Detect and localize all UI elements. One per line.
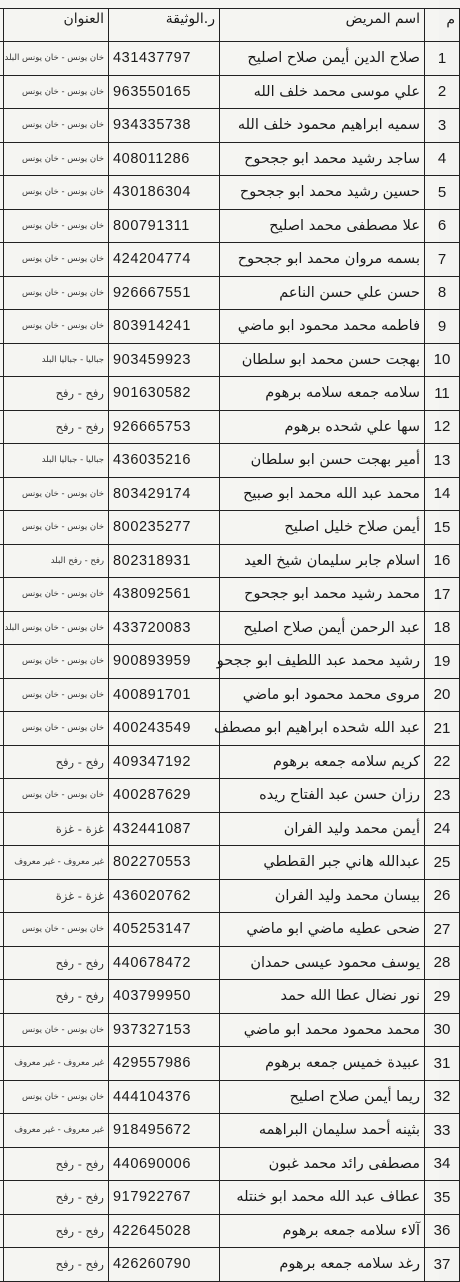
document-number: 903459923	[109, 343, 220, 377]
address: رفح - رفح	[4, 946, 109, 980]
patient-name: نور نضال عطا الله حمد	[220, 980, 425, 1014]
document-number: 963550165	[109, 75, 220, 109]
document-number: 409347192	[109, 745, 220, 779]
patient-name: مصطفى رائد محمد غبون	[220, 1147, 425, 1181]
patient-name: صلاح الدين أيمن صلاح اصليح	[220, 42, 425, 76]
table-row	[0, 578, 460, 612]
address: جباليا - جباليا البلد	[4, 343, 109, 377]
patient-name: سلامه جمعه سلامه برهوم	[220, 377, 425, 411]
address: خان يونس - خان يونس	[4, 243, 109, 277]
row-number: 3	[425, 109, 460, 143]
patient-name: علي موسى محمد خلف الله	[220, 75, 425, 109]
cut-off-edge-cell	[0, 913, 4, 947]
cut-off-edge-cell	[0, 980, 4, 1014]
cut-off-edge-cell	[0, 276, 4, 310]
cut-off-edge-cell	[0, 611, 4, 645]
row-number: 26	[425, 879, 460, 913]
document-number: 433720083	[109, 611, 220, 645]
patient-name: محمد عبد الله محمد ابو صبيح	[220, 477, 425, 511]
address: رفح - رفح	[4, 377, 109, 411]
table-row	[0, 678, 460, 712]
document-number: 937327153	[109, 1013, 220, 1047]
cut-off-edge-cell	[0, 779, 4, 813]
row-number: 28	[425, 946, 460, 980]
document-number: 422645028	[109, 1214, 220, 1248]
document-number: 440690006	[109, 1147, 220, 1181]
cut-off-edge-cell	[0, 1013, 4, 1047]
cut-off-edge-cell	[0, 1181, 4, 1215]
header-addr: العنوان	[4, 9, 109, 42]
table-row	[0, 511, 460, 545]
header-name: اسم المريض	[220, 9, 425, 42]
patient-name: ساجد رشيد محمد ابو ججحوح	[220, 142, 425, 176]
patient-name: رزان حسن عبد الفتاح ريده	[220, 779, 425, 813]
document-number: 403799950	[109, 980, 220, 1014]
document-number: 926667551	[109, 276, 220, 310]
row-number: 21	[425, 712, 460, 746]
cut-off-edge-cell	[0, 42, 4, 76]
address: خان يونس - خان يونس	[4, 913, 109, 947]
cut-off-edge-cell	[0, 477, 4, 511]
row-number: 8	[425, 276, 460, 310]
row-number: 20	[425, 678, 460, 712]
address: رفح - رفح	[4, 745, 109, 779]
document-number: 800235277	[109, 511, 220, 545]
row-number: 25	[425, 846, 460, 880]
table-row	[0, 176, 460, 210]
table-row	[0, 377, 460, 411]
cut-off-edge-cell	[0, 812, 4, 846]
patient-name: فاطمه محمد محمود ابو ماضي	[220, 310, 425, 344]
cut-off-edge-cell	[0, 209, 4, 243]
patient-name: رشيد محمد عبد اللطيف ابو ججحو	[220, 645, 425, 679]
cut-off-edge-cell	[0, 946, 4, 980]
table-row	[0, 410, 460, 444]
address: رفح - رفح	[4, 980, 109, 1014]
document-number: 917922767	[109, 1181, 220, 1215]
address: خان يونس - خان يونس البلد	[4, 611, 109, 645]
table-row	[0, 444, 460, 478]
address: غزة - غزة	[4, 812, 109, 846]
document-number: 400243549	[109, 712, 220, 746]
address: رفح - رفح	[4, 1147, 109, 1181]
address: خان يونس - خان يونس	[4, 511, 109, 545]
patient-name: حسين رشيد محمد ابو ججحوح	[220, 176, 425, 210]
table-row	[0, 109, 460, 143]
row-number: 24	[425, 812, 460, 846]
table-row	[0, 946, 460, 980]
table-row	[0, 645, 460, 679]
patient-name: اسلام جابر سليمان شيخ العيد	[220, 544, 425, 578]
patient-name: سميه ابراهيم محمود خلف الله	[220, 109, 425, 143]
cut-off-edge-cell	[0, 176, 4, 210]
row-number: 34	[425, 1147, 460, 1181]
cut-off-edge-cell	[0, 109, 4, 143]
document-number: 438092561	[109, 578, 220, 612]
document-number: 802318931	[109, 544, 220, 578]
cut-off-edge-cell	[0, 1114, 4, 1148]
cut-off-edge-cell	[0, 745, 4, 779]
address: خان يونس - خان يونس	[4, 109, 109, 143]
document-number: 918495672	[109, 1114, 220, 1148]
table-row	[0, 712, 460, 746]
table-row	[0, 913, 460, 947]
table-row	[0, 846, 460, 880]
document-number: 429557986	[109, 1047, 220, 1081]
document-number: 900893959	[109, 645, 220, 679]
table-row	[0, 980, 460, 1014]
patient-name: رغد سلامه جمعه برهوم	[220, 1248, 425, 1282]
row-number: 6	[425, 209, 460, 243]
row-number: 13	[425, 444, 460, 478]
address: خان يونس - خان يونس	[4, 1013, 109, 1047]
table-row	[0, 1080, 460, 1114]
table-row	[0, 1047, 460, 1081]
row-number: 12	[425, 410, 460, 444]
address: رفح - رفح	[4, 1214, 109, 1248]
cut-off-edge-cell	[0, 678, 4, 712]
row-number: 19	[425, 645, 460, 679]
row-number: 29	[425, 980, 460, 1014]
cut-off-edge-cell	[0, 444, 4, 478]
document-number: 436020762	[109, 879, 220, 913]
address: خان يونس - خان يونس	[4, 678, 109, 712]
address: رفح - رفح	[4, 1248, 109, 1282]
patient-name: أيمن محمد وليد الفران	[220, 812, 425, 846]
table-row	[0, 142, 460, 176]
cut-off-edge-cell	[0, 846, 4, 880]
row-number: 32	[425, 1080, 460, 1114]
row-number: 33	[425, 1114, 460, 1148]
address: خان يونس - خان يونس	[4, 712, 109, 746]
patients-table	[0, 8, 460, 1282]
table-header-row	[0, 9, 460, 42]
cut-off-edge-cell	[0, 1047, 4, 1081]
address: غزة - غزة	[4, 879, 109, 913]
table-row	[0, 779, 460, 813]
cut-off-edge-cell	[0, 578, 4, 612]
row-number: 11	[425, 377, 460, 411]
row-number: 2	[425, 75, 460, 109]
address: جباليا - جباليا البلد	[4, 444, 109, 478]
cut-off-edge-cell	[0, 879, 4, 913]
document-number: 426260790	[109, 1248, 220, 1282]
row-number: 30	[425, 1013, 460, 1047]
address: خان يونس - خان يونس البلد	[4, 42, 109, 76]
row-number: 36	[425, 1214, 460, 1248]
cut-off-edge-cell	[0, 377, 4, 411]
table-row	[0, 276, 460, 310]
row-number: 18	[425, 611, 460, 645]
address: خان يونس - خان يونس	[4, 477, 109, 511]
address: رفح - رفح	[4, 410, 109, 444]
table-row	[0, 343, 460, 377]
address: خان يونس - خان يونس	[4, 310, 109, 344]
patient-name: بيسان محمد وليد الفران	[220, 879, 425, 913]
table-row	[0, 544, 460, 578]
patient-name: ضحى عطيه ماضي ابو ماضي	[220, 913, 425, 947]
table-row	[0, 1147, 460, 1181]
cut-off-edge-cell	[0, 243, 4, 277]
patient-name: آلاء سلامه جمعه برهوم	[220, 1214, 425, 1248]
address: خان يونس - خان يونس	[4, 176, 109, 210]
document-number: 431437797	[109, 42, 220, 76]
row-number: 16	[425, 544, 460, 578]
cut-off-edge-cell	[0, 343, 4, 377]
patient-name: مروى محمد محمود ابو ماضي	[220, 678, 425, 712]
document-number: 440678472	[109, 946, 220, 980]
table-row	[0, 745, 460, 779]
row-number: 27	[425, 913, 460, 947]
address: خان يونس - خان يونس	[4, 1080, 109, 1114]
table-row	[0, 42, 460, 76]
cut-off-edge-cell	[0, 1248, 4, 1282]
row-number: 4	[425, 142, 460, 176]
row-number: 14	[425, 477, 460, 511]
table-row	[0, 812, 460, 846]
row-number: 15	[425, 511, 460, 545]
address: رفح - رفح البلد	[4, 544, 109, 578]
document-number: 400891701	[109, 678, 220, 712]
table-row	[0, 1181, 460, 1215]
document-number: 901630582	[109, 377, 220, 411]
cut-off-edge-cell	[0, 1147, 4, 1181]
patient-name: ريما أيمن صلاح اصليح	[220, 1080, 425, 1114]
patient-name: محمد محمود محمد ابو ماضي	[220, 1013, 425, 1047]
table-row	[0, 1248, 460, 1282]
row-number: 23	[425, 779, 460, 813]
cut-off-edge-cell	[0, 712, 4, 746]
patient-name: علا مصطفى محمد اصليح	[220, 209, 425, 243]
cut-off-edge-cell	[0, 511, 4, 545]
patient-name: عبيدة خميس جمعه برهوم	[220, 1047, 425, 1081]
patient-name: بهجت حسن محمد ابو سلطان	[220, 343, 425, 377]
patient-name: بسمه مروان محمد ابو ججحوح	[220, 243, 425, 277]
document-number: 934335738	[109, 109, 220, 143]
address: غير معروف - غير معروف	[4, 846, 109, 880]
cut-off-edge-cell	[0, 544, 4, 578]
table-row	[0, 243, 460, 277]
address: رفح - رفح	[4, 1181, 109, 1215]
header-edge	[0, 9, 4, 42]
document-number: 436035216	[109, 444, 220, 478]
document-number: 444104376	[109, 1080, 220, 1114]
document-number: 802270553	[109, 846, 220, 880]
row-number: 1	[425, 42, 460, 76]
document-number: 400287629	[109, 779, 220, 813]
row-number: 7	[425, 243, 460, 277]
row-number: 9	[425, 310, 460, 344]
document-number: 803429174	[109, 477, 220, 511]
row-number: 17	[425, 578, 460, 612]
cut-off-edge-cell	[0, 1080, 4, 1114]
patient-name: عطاف عبد الله محمد ابو خنتله	[220, 1181, 425, 1215]
table-row	[0, 611, 460, 645]
cut-off-edge-cell	[0, 645, 4, 679]
document-number: 408011286	[109, 142, 220, 176]
table-row	[0, 1214, 460, 1248]
row-number: 37	[425, 1248, 460, 1282]
patient-name: أمير بهجت حسن ابو سلطان	[220, 444, 425, 478]
document-number: 430186304	[109, 176, 220, 210]
address: غير معروف - غير معروف	[4, 1047, 109, 1081]
patient-name: سها علي شحده برهوم	[220, 410, 425, 444]
document-number: 803914241	[109, 310, 220, 344]
address: غير معروف - غير معروف	[4, 1114, 109, 1148]
address: خان يونس - خان يونس	[4, 142, 109, 176]
row-number: 10	[425, 343, 460, 377]
table-row	[0, 75, 460, 109]
header-num: م	[425, 9, 460, 42]
row-number: 35	[425, 1181, 460, 1215]
patient-name: أيمن صلاح خليل اصليح	[220, 511, 425, 545]
cut-off-edge-cell	[0, 75, 4, 109]
header-doc: ر.الوثيقة	[109, 9, 220, 42]
table-row	[0, 1114, 460, 1148]
document-number: 800791311	[109, 209, 220, 243]
patient-name: عبد الرحمن أيمن صلاح اصليح	[220, 611, 425, 645]
table-row	[0, 879, 460, 913]
address: خان يونس - خان يونس	[4, 209, 109, 243]
table-row	[0, 477, 460, 511]
table-row	[0, 209, 460, 243]
address: خان يونس - خان يونس	[4, 75, 109, 109]
cut-off-edge-cell	[0, 410, 4, 444]
table-row	[0, 1013, 460, 1047]
document-number: 424204774	[109, 243, 220, 277]
address: خان يونس - خان يونس	[4, 578, 109, 612]
patient-name: عبد الله شحده ابراهيم ابو مصطف	[220, 712, 425, 746]
address: خان يونس - خان يونس	[4, 645, 109, 679]
cut-off-edge-cell	[0, 310, 4, 344]
row-number: 5	[425, 176, 460, 210]
patient-name: عبدالله هاني جبر القططي	[220, 846, 425, 880]
patient-name: حسن علي حسن الناعم	[220, 276, 425, 310]
patient-name: كريم سلامه جمعه برهوم	[220, 745, 425, 779]
table-body	[0, 42, 460, 1282]
cut-off-edge-cell	[0, 142, 4, 176]
document-number: 432441087	[109, 812, 220, 846]
cut-off-edge-cell	[0, 1214, 4, 1248]
patient-name: محمد رشيد محمد ابو ججحوح	[220, 578, 425, 612]
patient-name: يوسف محمود عيسى حمدان	[220, 946, 425, 980]
document-number: 405253147	[109, 913, 220, 947]
address: خان يونس - خان يونس	[4, 779, 109, 813]
row-number: 31	[425, 1047, 460, 1081]
patient-name: بثينه أحمد سليمان البراهمه	[220, 1114, 425, 1148]
table-row	[0, 310, 460, 344]
document-number: 926665753	[109, 410, 220, 444]
row-number: 22	[425, 745, 460, 779]
address: خان يونس - خان يونس	[4, 276, 109, 310]
